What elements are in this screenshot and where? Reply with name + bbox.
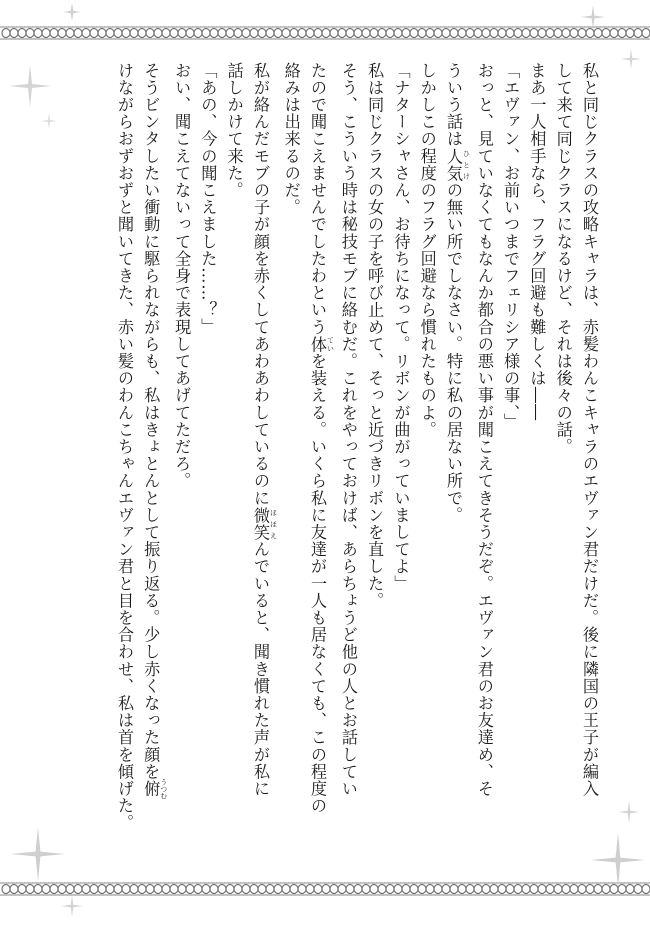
chain-link	[258, 885, 266, 894]
chain-link	[562, 29, 570, 38]
chain-link	[290, 29, 298, 38]
chain-link	[346, 29, 354, 38]
chain-link	[74, 885, 82, 894]
chain-link	[170, 885, 178, 894]
chain-link	[106, 29, 114, 38]
chain-link	[362, 29, 370, 38]
chain-link	[250, 885, 258, 894]
chain-link	[450, 29, 458, 38]
chain-link	[554, 885, 562, 894]
chain-link	[338, 885, 346, 894]
chain-link	[34, 29, 42, 38]
chain-link	[306, 29, 314, 38]
chain-link	[146, 29, 154, 38]
chain-link	[498, 885, 506, 894]
chain-link	[162, 885, 170, 894]
chain-link	[114, 885, 122, 894]
chain-link	[306, 885, 314, 894]
chain-link	[18, 29, 26, 38]
chain-link	[570, 885, 578, 894]
text-line: 私は同じクラスの女の子を呼び止めて、そっと近づきリボンを直した。	[365, 62, 385, 610]
chain-link	[234, 885, 242, 894]
chain-link	[546, 885, 554, 894]
chain-link	[154, 29, 162, 38]
text-line: おっと、見ていなくてもなんか都合の悪い事が聞こえてきそうだぞ。エヴァン君のお友達め、そ	[474, 62, 494, 798]
top-ornamental-border	[0, 24, 650, 42]
text-line: 絡みは出来るのだ。	[281, 62, 301, 216]
chain-link	[362, 885, 370, 894]
chain-link	[186, 885, 194, 894]
chain-link	[530, 885, 538, 894]
chain-link	[186, 29, 194, 38]
chain-link	[506, 885, 514, 894]
text-line: 私と同じクラスの攻略キャラは、赤髪わんこキャラのエヴァン君だけだ。後に隣国の王子が編入	[580, 62, 599, 798]
chain-link	[42, 885, 50, 894]
chain-link	[98, 885, 106, 894]
bottom-ornamental-border	[0, 880, 650, 898]
chain-link	[530, 29, 538, 38]
text-line: しかしこの程度のフラグ回避なら慣れたものよ。	[417, 62, 437, 439]
chain-link	[626, 29, 634, 38]
text-line: して来て同じクラスになるけど、それは後々の話。	[553, 62, 573, 456]
chain-link	[218, 29, 226, 38]
chain-link	[450, 885, 458, 894]
chain-link	[402, 29, 410, 38]
chain-link	[154, 885, 162, 894]
chain-link	[370, 885, 378, 894]
chain-link	[506, 29, 514, 38]
chain-link	[74, 29, 82, 38]
chain-link	[322, 885, 330, 894]
chain-link	[458, 885, 466, 894]
chain-link	[146, 885, 154, 894]
chain-link	[42, 29, 50, 38]
sparkle-icon	[60, 894, 84, 918]
chain-link	[10, 29, 18, 38]
ruby-annotation: 体 てい	[308, 335, 335, 353]
chain-link	[26, 29, 34, 38]
ruby-annotation: 人気 ひとけ	[444, 147, 471, 182]
chain-link	[402, 885, 410, 894]
chain-link	[514, 29, 522, 38]
chain-link	[202, 29, 210, 38]
chain-link	[298, 885, 306, 894]
chain-link	[522, 29, 530, 38]
sparkle-icon	[580, 4, 606, 30]
chain-link	[130, 885, 138, 894]
chain-link	[266, 29, 274, 38]
sparkle-icon	[620, 48, 642, 70]
chain-link	[538, 29, 546, 38]
chain-link	[442, 885, 450, 894]
chain-link	[482, 885, 490, 894]
chain-link	[498, 29, 506, 38]
chain-link	[418, 29, 426, 38]
chain-link	[170, 29, 178, 38]
chain-link	[290, 885, 298, 894]
chain-link	[58, 885, 66, 894]
chain-link	[346, 885, 354, 894]
chain-link	[18, 885, 26, 894]
chain-link	[410, 885, 418, 894]
text-line: けながらおずおずと聞いてきた、赤い髪のわんこちゃんエヴァン君と目を合わせ、私は首を傾げた。	[114, 62, 134, 832]
text-line: たので聞こえませんでしたわという体 ていを装える。いくら私に友達が一人も居なくても、この程度の	[308, 62, 335, 815]
ruby-annotation: 俯 うつむ	[141, 778, 168, 800]
chain-link	[474, 29, 482, 38]
chain-link	[466, 29, 474, 38]
chain-link	[90, 885, 98, 894]
chain-link	[258, 29, 266, 38]
chain-link	[434, 29, 442, 38]
chain-link	[82, 29, 90, 38]
sparkle-icon	[62, 2, 82, 22]
chain-link	[314, 885, 322, 894]
chain-link	[274, 29, 282, 38]
chain-link	[554, 29, 562, 38]
chain-link	[642, 29, 650, 38]
chain-link	[434, 885, 442, 894]
chain-link	[458, 29, 466, 38]
text-line: おい、聞こえてないって全身で表現してあげてただろ。	[172, 62, 192, 490]
chain-link	[234, 29, 242, 38]
chain-link	[354, 29, 362, 38]
chain-link	[50, 885, 58, 894]
chain-link	[162, 29, 170, 38]
chain-link	[250, 29, 258, 38]
chain-link	[178, 885, 186, 894]
chain-link	[274, 885, 282, 894]
chain-link	[322, 29, 330, 38]
chain-link	[386, 29, 394, 38]
chain-link	[2, 885, 10, 894]
chain-link	[266, 885, 274, 894]
chain-link	[90, 29, 98, 38]
text-line: 「エヴァン、お前いつまでフェリシア様の事、」	[501, 62, 521, 431]
chain-link	[2, 29, 10, 38]
chain-link	[330, 29, 338, 38]
chain-link	[282, 885, 290, 894]
text-line: 「ナターシャさん、お待ちになって。リボンが曲がっていましてよ」	[391, 62, 411, 593]
chain-link	[58, 29, 66, 38]
chain-link	[66, 29, 74, 38]
chain-link	[618, 29, 626, 38]
text-line: ういう話は人気 ひとけの無い所でしなさい。特に私の居ない所で。	[444, 62, 471, 524]
sparkle-icon	[617, 800, 641, 824]
chain-link	[610, 29, 618, 38]
chain-link	[226, 29, 234, 38]
chain-link	[490, 29, 498, 38]
chain-link	[482, 29, 490, 38]
chain-link	[394, 29, 402, 38]
chain-link	[514, 885, 522, 894]
chain-link	[66, 885, 74, 894]
chain-link	[82, 885, 90, 894]
text-line: そう、こういう時は秘技モブに絡むだ。これをやっておけば、あらちょうど他の人とお話してい	[338, 62, 358, 798]
chain-link	[106, 885, 114, 894]
chain-link	[202, 885, 210, 894]
chain-link	[338, 29, 346, 38]
chain-link	[26, 885, 34, 894]
text-line: 話しかけて来た。	[224, 62, 244, 199]
chain-link	[378, 29, 386, 38]
chain-link	[98, 29, 106, 38]
chain-link	[578, 885, 586, 894]
chain-link	[562, 885, 570, 894]
chain-link	[538, 885, 546, 894]
chain-link	[490, 885, 498, 894]
chain-link	[378, 885, 386, 894]
chain-link	[34, 885, 42, 894]
chain-link	[546, 29, 554, 38]
chain-link	[410, 29, 418, 38]
chain-link	[138, 885, 146, 894]
chain-link	[394, 885, 402, 894]
chain-link	[386, 885, 394, 894]
chain-link	[570, 29, 578, 38]
chain-link	[10, 885, 18, 894]
chain-link	[426, 885, 434, 894]
chain-link	[138, 29, 146, 38]
chain-link	[426, 29, 434, 38]
chain-link	[50, 29, 58, 38]
chain-link	[330, 885, 338, 894]
chain-link	[466, 885, 474, 894]
chain-link	[194, 29, 202, 38]
chain-link	[122, 885, 130, 894]
chain-link	[442, 29, 450, 38]
chain-link	[242, 29, 250, 38]
chain-link	[314, 29, 322, 38]
chain-link	[242, 885, 250, 894]
text-line: そうビンタしたい衝動に駆られながらも、私はきょとんとして振り返る。少し赤くなった顔を俯 うつむ	[141, 62, 168, 800]
text-line: まあ一人相手なら、フラグ回避も難しくは――	[527, 62, 547, 422]
chain-link	[130, 29, 138, 38]
chain-link	[418, 885, 426, 894]
chain-link	[522, 885, 530, 894]
chain-link	[218, 885, 226, 894]
ruby-annotation: 微笑 ほほえ	[250, 506, 278, 541]
chain-link	[370, 29, 378, 38]
chain-link	[194, 885, 202, 894]
text-line: 「あの、今の聞こえました……？」	[198, 62, 218, 336]
chain-link	[178, 29, 186, 38]
chain-link	[210, 885, 218, 894]
chain-link	[354, 885, 362, 894]
chain-link	[210, 29, 218, 38]
chain-link	[226, 885, 234, 894]
chain-link	[474, 885, 482, 894]
vertical-body-text	[42, 62, 602, 868]
chain-link	[282, 29, 290, 38]
chain-link	[122, 29, 130, 38]
chain-link	[634, 29, 642, 38]
chain-link	[298, 29, 306, 38]
text-line: 私が絡んだモブの子が顔を赤くしてあわあわしているのに微笑 ほほえんでいると、聞き慣れた声が私に	[250, 62, 278, 798]
chain-link	[114, 29, 122, 38]
